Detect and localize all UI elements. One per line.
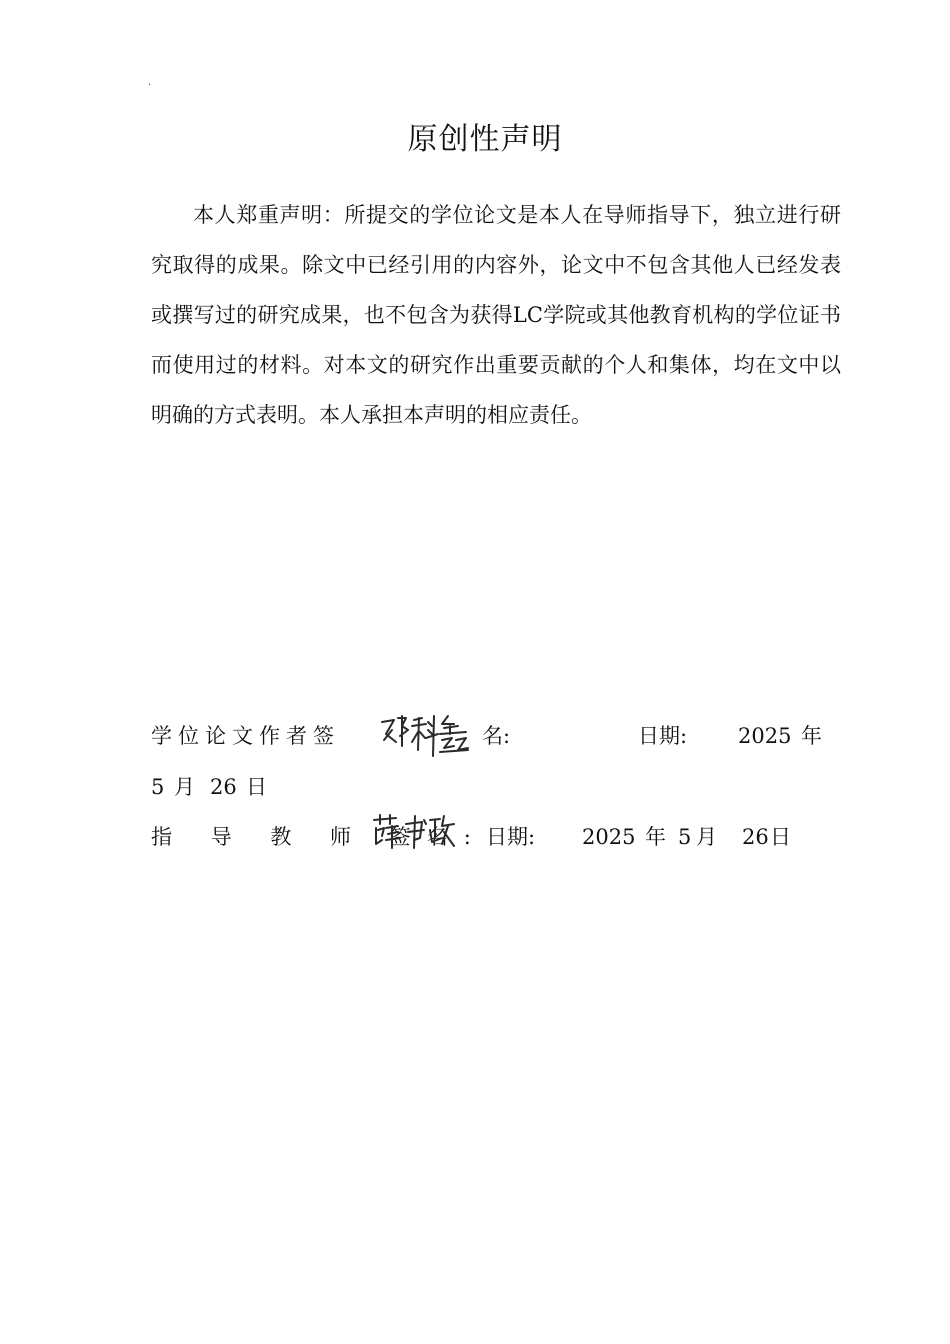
supervisor-signature-label: 指 导 教 师 签名: [151, 825, 487, 849]
corner-mark: . [148, 77, 152, 88]
supervisor-date-label: 日期: [486, 825, 536, 849]
author-handwritten-signature [378, 712, 470, 760]
supervisor-date-day: 26 [742, 825, 769, 849]
author-signature-label-suffix: 名: [482, 724, 511, 748]
supervisor-date-month: 5 [678, 825, 692, 849]
author-date-month: 5 [151, 775, 165, 799]
author-date-year: 2025 [738, 724, 792, 748]
supervisor-date-year: 2025 [582, 825, 636, 849]
author-date-label: 日期: [638, 724, 688, 748]
supervisor-date-month-unit: 月 [696, 825, 717, 849]
author-signature-label: 学位论文作者签 [151, 724, 340, 748]
author-date-year-unit: 年 [801, 724, 822, 748]
author-date-month-unit: 月 [174, 775, 195, 799]
author-date-day-unit: 日 [246, 775, 267, 799]
page-title: 原创性声明 [407, 122, 563, 157]
supervisor-date-day-unit: 日 [770, 825, 791, 849]
author-date-day: 26 [210, 775, 237, 799]
declaration-paragraph: 本人郑重声明：所提交的学位论文是本人在导师指导下，独立进行研究取得的成果。除文中已经引用的内容外，论文中不包含其他人已经发表或撰写过的研究成果，也不包含为获得LC学院或其他教育机构的学位证书而使用过的材料。对本文的研究作出重要贡献的个人和集体，均在文中以明确的方式表明。本人承担本声明的相应责任。 [151, 203, 841, 427]
supervisor-handwritten-signature [370, 812, 456, 852]
supervisor-date-year-unit: 年 [645, 825, 666, 849]
